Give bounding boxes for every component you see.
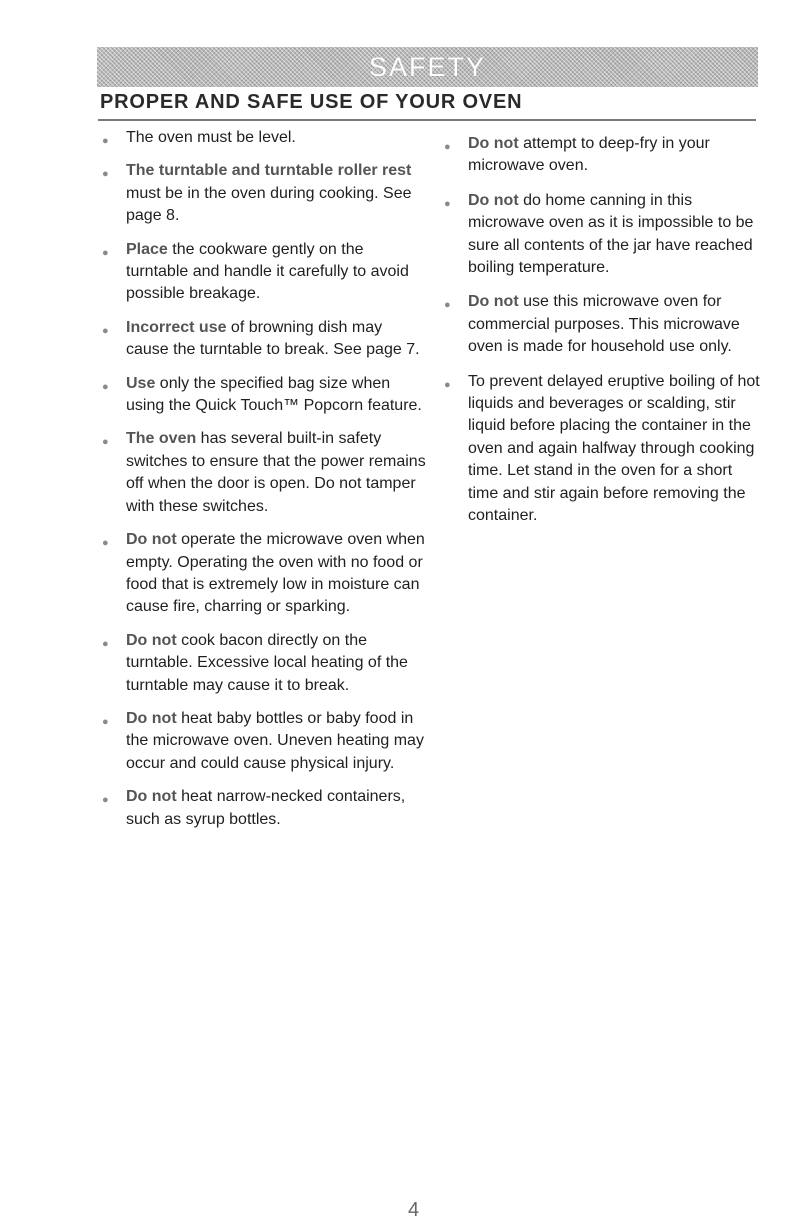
item-text: attempt to deep-fry in your microwave oven. bbox=[468, 135, 710, 175]
item-text: heat baby bottles or baby food in the microwave oven. Uneven heating may occur and could cause physical injury. bbox=[126, 709, 424, 772]
bullet-icon: ● bbox=[102, 715, 109, 728]
safety-item bbox=[440, 371, 760, 528]
item-lead: Do not bbox=[126, 631, 177, 649]
safety-item bbox=[440, 190, 760, 280]
item-text: The oven must be level. bbox=[126, 129, 296, 146]
item-text: the cookware gently on the turntable and handle it carefully to avoid possible breakage. bbox=[126, 240, 409, 303]
item-lead: Use bbox=[126, 374, 156, 392]
heading-divider bbox=[98, 119, 756, 121]
item-text: of browning dish may cause the turntable to break. See page 7. bbox=[126, 318, 420, 359]
banner-title: SAFETY bbox=[368, 52, 487, 82]
bullet-icon: ● bbox=[102, 135, 109, 147]
item-lead: Do not bbox=[126, 709, 177, 727]
item-lead: The oven bbox=[126, 430, 197, 448]
bullet-icon: ● bbox=[102, 168, 109, 181]
safety-item bbox=[98, 630, 428, 697]
right-safety-list bbox=[440, 133, 760, 540]
safety-banner bbox=[97, 47, 758, 87]
safety-item bbox=[98, 239, 428, 306]
item-lead: Do not bbox=[468, 293, 519, 311]
item-lead: Do not bbox=[126, 788, 177, 806]
page-number: 4 bbox=[408, 1199, 420, 1221]
safety-item bbox=[98, 373, 428, 418]
safety-item bbox=[98, 529, 428, 619]
item-lead: Do not bbox=[468, 191, 519, 209]
bullet-icon: ● bbox=[444, 299, 451, 312]
item-lead: Incorrect use bbox=[126, 318, 227, 336]
item-text: do home canning in this microwave oven as it is impossible to be sure all contents of the jar have reached boiling temperature. bbox=[468, 191, 754, 277]
bullet-icon: ● bbox=[102, 794, 109, 807]
item-lead: Place bbox=[126, 240, 168, 258]
bullet-icon: ● bbox=[102, 537, 109, 550]
bullet-icon: ● bbox=[102, 246, 109, 259]
bullet-icon: ● bbox=[444, 197, 451, 210]
item-lead: The turntable and turntable roller rest bbox=[126, 162, 412, 180]
item-text: only the specified bag size when using the Quick Touch™ Popcorn feature. bbox=[126, 374, 422, 415]
safety-item bbox=[98, 317, 428, 362]
section-heading: PROPER AND SAFE USE OF YOUR OVEN bbox=[100, 91, 523, 113]
item-lead: Do not bbox=[126, 531, 177, 549]
bullet-icon: ● bbox=[444, 141, 451, 153]
bullet-icon: ● bbox=[102, 637, 109, 650]
item-text: has several built-in safety switches to ensure that the power remains off when the door is open. Do not tamper with these switches. bbox=[126, 430, 426, 515]
item-lead: Do not bbox=[468, 135, 519, 152]
safety-item bbox=[440, 291, 760, 358]
safety-item bbox=[440, 133, 760, 178]
safety-item bbox=[98, 160, 428, 227]
bullet-icon: ● bbox=[102, 380, 109, 393]
safety-item bbox=[98, 127, 428, 149]
item-text: To prevent delayed eruptive boiling of hot liquids and beverages or scalding, stir liquid before placing the container in the oven and again halfway through cooking time. Let stand in the oven for a short time and stir again before removing the container. bbox=[468, 372, 760, 525]
item-text: operate the microwave oven when empty. Operating the oven with no food or food that is extremely low in moisture can cause fire, charring or sparking. bbox=[126, 531, 425, 616]
item-text: use this microwave oven for commercial purposes. This microwave oven is made for household use only. bbox=[468, 293, 740, 356]
bullet-icon: ● bbox=[444, 378, 451, 391]
item-text: cook bacon directly on the turntable. Excessive local heating of the turntable may cause it to break. bbox=[126, 631, 408, 694]
safety-item bbox=[98, 786, 428, 831]
bullet-icon: ● bbox=[102, 436, 109, 449]
safety-item bbox=[98, 428, 428, 518]
safety-item bbox=[98, 708, 428, 775]
bullet-icon: ● bbox=[102, 324, 109, 337]
item-text: must be in the oven during cooking. See page 8. bbox=[126, 184, 412, 225]
left-safety-list bbox=[98, 127, 428, 842]
item-text: heat narrow-necked containers, such as syrup bottles. bbox=[126, 788, 406, 828]
